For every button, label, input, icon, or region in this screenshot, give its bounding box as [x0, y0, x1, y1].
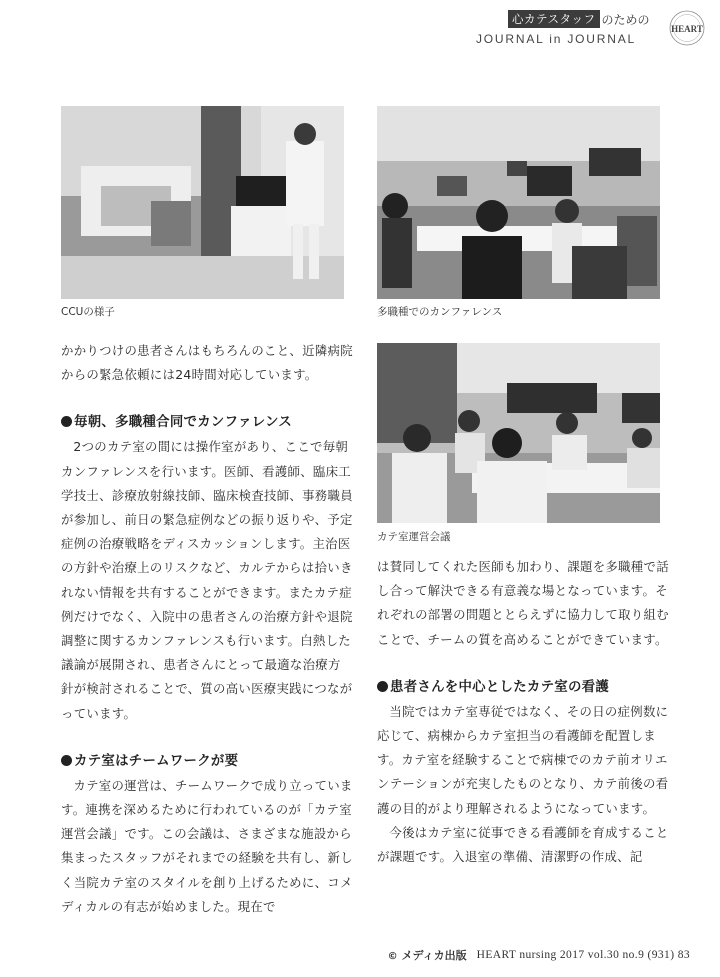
bullet-dot-icon — [377, 681, 388, 692]
header-for: のための — [601, 12, 650, 27]
page-footer — [388, 947, 690, 963]
journal-header — [476, 8, 706, 52]
publisher-logo — [388, 947, 467, 963]
heading-text: カテ室はチームワークが要 — [74, 753, 239, 769]
conference-photo — [377, 106, 660, 299]
header-title-row — [508, 10, 650, 28]
teamwork-paragraph: カテ室の運営は、チームワークで成り立っています。連携を深めるために行われているのが「カテ室運営会議」です。この会議は、さまざまな施設から集まったスタッフがそれまでの経験を共有し、新しく当院カテ室のスタイルを創り上げるために、コメディカルの有志が始めました。現在で — [61, 777, 353, 914]
bullet-dot-icon — [61, 755, 72, 766]
section-heading-morning-conference — [61, 411, 353, 435]
meeting-photo — [377, 343, 660, 523]
logo-text: HEART — [671, 24, 703, 34]
section-heading-teamwork — [61, 750, 353, 774]
ccu-photo-caption: CCUの様子 — [61, 306, 115, 318]
ccu-photo — [61, 106, 344, 299]
nursing-paragraph: 当院ではカテ室専従ではなく、その日の症例数に応じて、病棟からカテ室担当の看護師を配置します。カテ室を経験することで病棟でのカテ前オリエンテーションが充実したものとなり、カテ前後の看護の目的がより理解されるようになっています。 — [377, 703, 669, 816]
left-column — [61, 339, 353, 919]
copyright-mark: © — [387, 951, 398, 962]
header-tag: 心カテスタッフ — [508, 10, 600, 28]
right-column — [377, 555, 669, 869]
intro-paragraph: かかりつけの患者さんはもちろんのこと、近隣病院からの緊急依頼には24時間対応しています。 — [61, 343, 353, 383]
meeting-photo-caption: カテ室運営会議 — [377, 531, 451, 543]
future-paragraph: 今後はカテ室に従事できる看護師を育成することが課題です。入退室の準備、清潔野の作成、記 — [377, 824, 669, 865]
heading-text: 患者さんを中心としたカテ室の看護 — [390, 679, 610, 695]
morning-conference-paragraph: 2つのカテ室の間には操作室があり、ここで毎朝カンファレンスを行います。医師、看護師、臨床工学技士、診療放射線技師、臨床検査技師、事務職員が参加し、前日の緊急症例などの振り返りや、予定症例の治療戦略をディスカッションします。主治医の方針や治療上のリスクなど、カルテからは拾いきれない情報を共有することができます。またカテ症例だけでなく、入院中の患者さんの治療方針や退院調整に関するカンファレンスも行います。白熱した議論が展開され、患者さんにとって最適な治療方針が検討されることで、質の高い医療実践につながっています。 — [61, 439, 353, 721]
publisher-name: メディカ出版 — [401, 949, 467, 962]
heading-text: 毎朝、多職種合同でカンファレンス — [74, 415, 293, 431]
journal-citation: HEART nursing 2017 vol.30 no.9 (931) 83 — [476, 949, 690, 961]
conference-photo-caption: 多職種でのカンファレンス — [377, 306, 503, 318]
section-heading-patient-centered-nursing — [377, 676, 669, 700]
continued-paragraph: は賛同してくれた医師も加わり、課題を多職種で話し合って解決できる有意義な場となっています。それぞれの部署の問題ととらえずに協力して取り組むことで、チームの質を高めることができています。 — [377, 559, 669, 647]
bullet-dot-icon — [61, 416, 72, 427]
heart-journal-logo — [668, 8, 706, 48]
header-journal-in-journal: JOURNAL in JOURNAL — [476, 32, 636, 46]
